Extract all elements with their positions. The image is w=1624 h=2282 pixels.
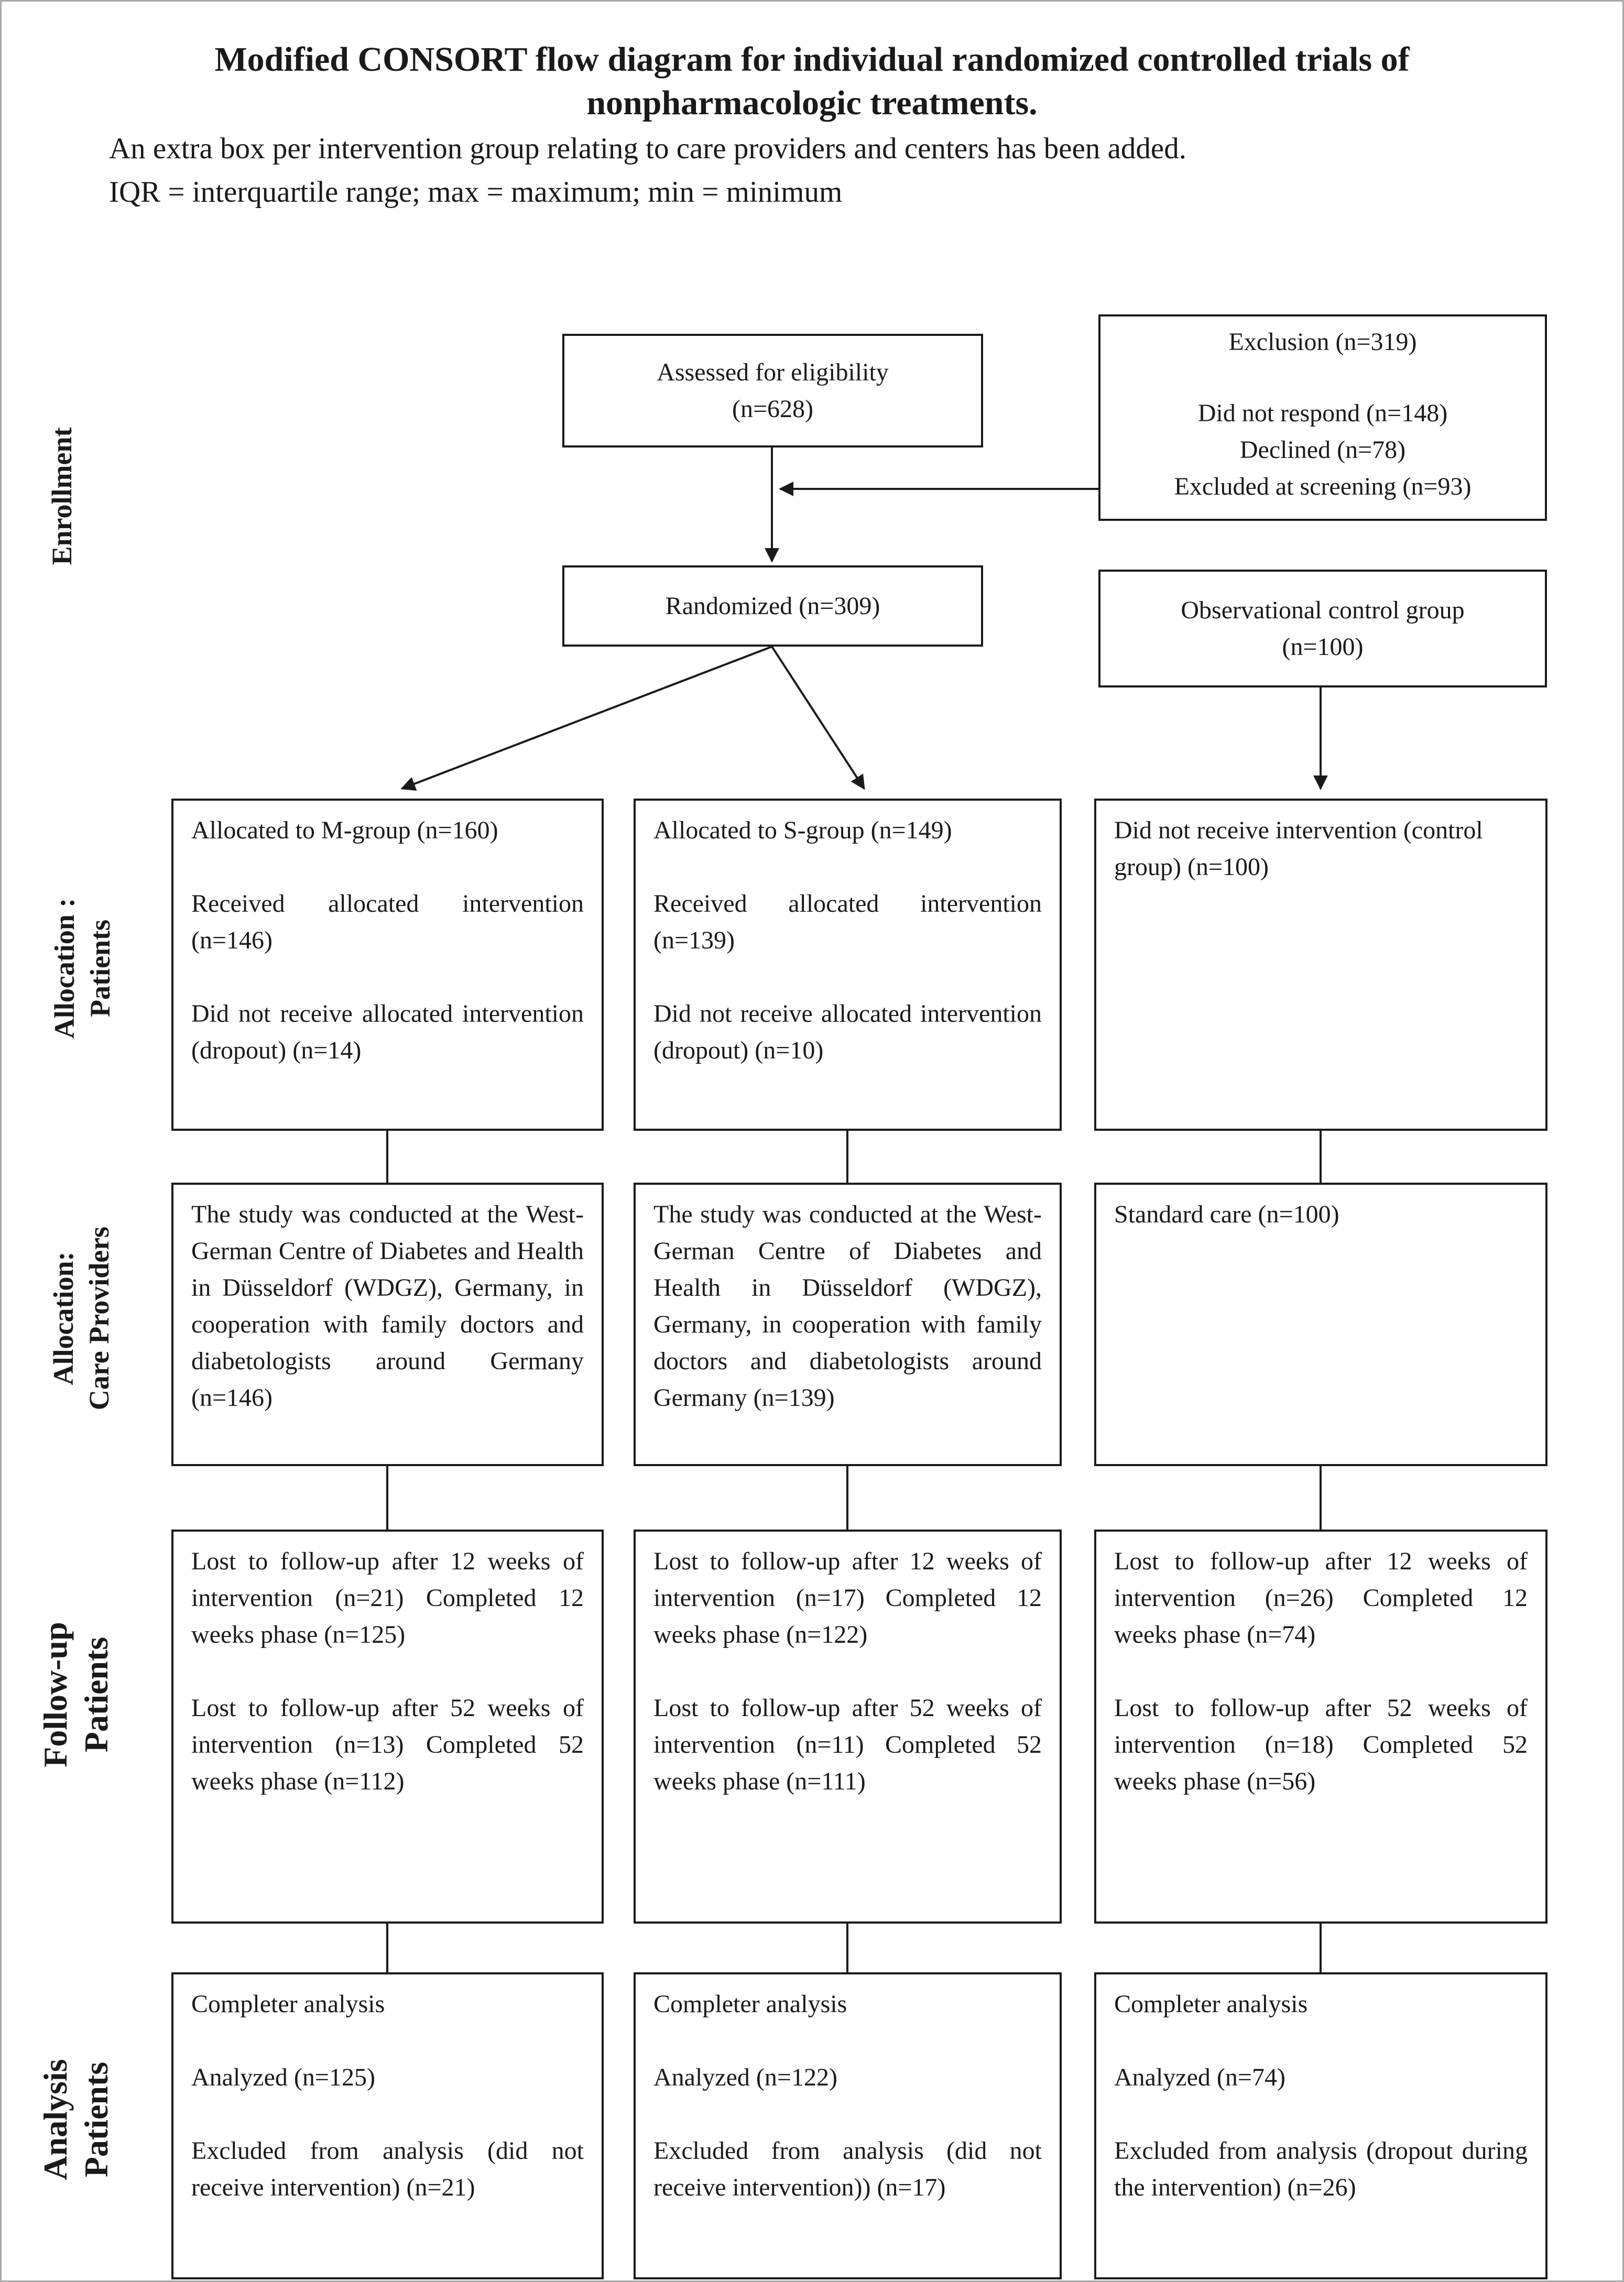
box-assessed-eligibility xyxy=(562,334,983,447)
box-analysis-m-group xyxy=(171,1972,604,2279)
box-allocation-control-group xyxy=(1094,799,1547,1131)
exclusion-item-declined: Declined (n=78) xyxy=(1239,436,1406,464)
an-c-title: Completer analysis xyxy=(1114,1990,1308,2018)
an-m-analyzed: Analyzed (n=125) xyxy=(191,2063,375,2091)
randomized-text: Randomized (n=309) xyxy=(665,592,880,620)
an-m-title: Completer analysis xyxy=(191,1990,385,2018)
box-exclusion xyxy=(1098,314,1547,521)
alloc-c-text: Did not receive intervention (control group) (n=100) xyxy=(1114,816,1483,881)
exclusion-item-no-response: Did not respond (n=148) xyxy=(1197,399,1448,427)
alloc-m-allocated: Allocated to M-group (n=160) xyxy=(191,816,498,844)
diagram-header xyxy=(2,38,1622,212)
care-s-text: The study was conducted at the West-German Centre of Diabetes and Health in Düsseldorf (WDGZ), Germany, in cooperation with family doctors and diabetologists around Germany (n=139) xyxy=(653,1200,1042,1412)
alloc-m-dropout: Did not receive allocated intervention (dropout) (n=14) xyxy=(191,1000,584,1064)
stage-label-followup-patients: Follow-up Patients xyxy=(37,1622,115,1767)
diagram-title: Modified CONSORT flow diagram for individual randomized controlled trials of nonpharmacologic treatments. xyxy=(214,40,1410,122)
fu-c-52weeks: Lost to follow-up after 52 weeks of intervention (n=18) Completed 52 weeks phase (n=56) xyxy=(1114,1694,1528,1795)
box-care-providers-control xyxy=(1094,1183,1547,1466)
box-randomized xyxy=(562,565,983,647)
assessed-line1: Assessed for eligibility xyxy=(657,358,889,386)
care-m-text: The study was conducted at the West-German Centre of Diabetes and Health in Düsseldorf (WDGZ), Germany, in cooperation with family doctors and diabetologists around Germany (n=146) xyxy=(191,1200,584,1412)
alloc-s-received: Received allocated intervention (n=139) xyxy=(653,890,1042,954)
exclusion-item-screening: Excluded at screening (n=93) xyxy=(1174,473,1472,500)
stage-label-analysis-patients: Analysis Patients xyxy=(37,2059,115,2180)
observational-line2: (n=100) xyxy=(1282,632,1364,661)
fu-s-12weeks: Lost to follow-up after 12 weeks of intervention (n=17) Completed 12 weeks phase (n=122) xyxy=(653,1547,1042,1648)
an-s-title: Completer analysis xyxy=(653,1990,847,2018)
arrow-randomized-to-m-group xyxy=(402,647,772,789)
box-followup-control-group xyxy=(1094,1530,1547,1924)
exclusion-title: Exclusion (n=319) xyxy=(1228,328,1417,356)
an-s-analyzed: Analyzed (n=122) xyxy=(653,2063,837,2091)
care-c-text: Standard care (n=100) xyxy=(1114,1200,1339,1228)
alloc-s-dropout: Did not receive allocated intervention (dropout) (n=10) xyxy=(653,1000,1042,1064)
box-care-providers-m-group xyxy=(171,1183,604,1466)
fu-s-52weeks: Lost to follow-up after 52 weeks of intervention (n=11) Completed 52 weeks phase (n=111) xyxy=(653,1694,1042,1795)
alloc-m-received: Received allocated intervention (n=146) xyxy=(191,890,584,954)
stage-label-enrollment: Enrollment xyxy=(46,427,78,565)
alloc-s-allocated: Allocated to S-group (n=149) xyxy=(653,816,952,844)
arrow-randomized-to-s-group xyxy=(772,647,864,789)
diagram-note-1: An extra box per intervention group relating to care providers and centers has been added. xyxy=(109,132,1186,165)
box-allocation-m-group xyxy=(171,799,604,1131)
assessed-line2: (n=628) xyxy=(732,395,814,423)
observational-line1: Observational control group xyxy=(1181,596,1465,624)
box-care-providers-s-group xyxy=(634,1183,1062,1466)
box-allocation-s-group xyxy=(634,799,1062,1131)
stage-label-allocation-patients: Allocation : Patients xyxy=(49,898,116,1039)
diagram-note-2: IQR = interquartile range; max = maximum; min = minimum xyxy=(109,176,843,209)
box-analysis-control-group xyxy=(1094,1972,1547,2279)
box-analysis-s-group xyxy=(634,1972,1062,2279)
an-s-excluded: Excluded from analysis (did not receive intervention)) (n=17) xyxy=(653,2137,1042,2201)
box-followup-m-group xyxy=(171,1530,604,1924)
fu-m-52weeks: Lost to follow-up after 52 weeks of intervention (n=13) Completed 52 weeks phase (n=112) xyxy=(191,1694,584,1795)
an-m-excluded: Excluded from analysis (did not receive intervention) (n=21) xyxy=(191,2137,584,2201)
stage-label-allocation-care-providers: Allocation: Care Providers xyxy=(48,1226,115,1411)
box-followup-s-group xyxy=(634,1530,1062,1924)
fu-m-12weeks: Lost to follow-up after 12 weeks of intervention (n=21) Completed 12 weeks phase (n=125) xyxy=(191,1547,584,1648)
an-c-excluded: Excluded from analysis (dropout during the intervention) (n=26) xyxy=(1114,2137,1528,2201)
an-c-analyzed: Analyzed (n=74) xyxy=(1114,2063,1285,2091)
fu-c-12weeks: Lost to follow-up after 12 weeks of intervention (n=26) Completed 12 weeks phase (n=74) xyxy=(1114,1547,1528,1648)
box-observational-control xyxy=(1098,570,1547,687)
